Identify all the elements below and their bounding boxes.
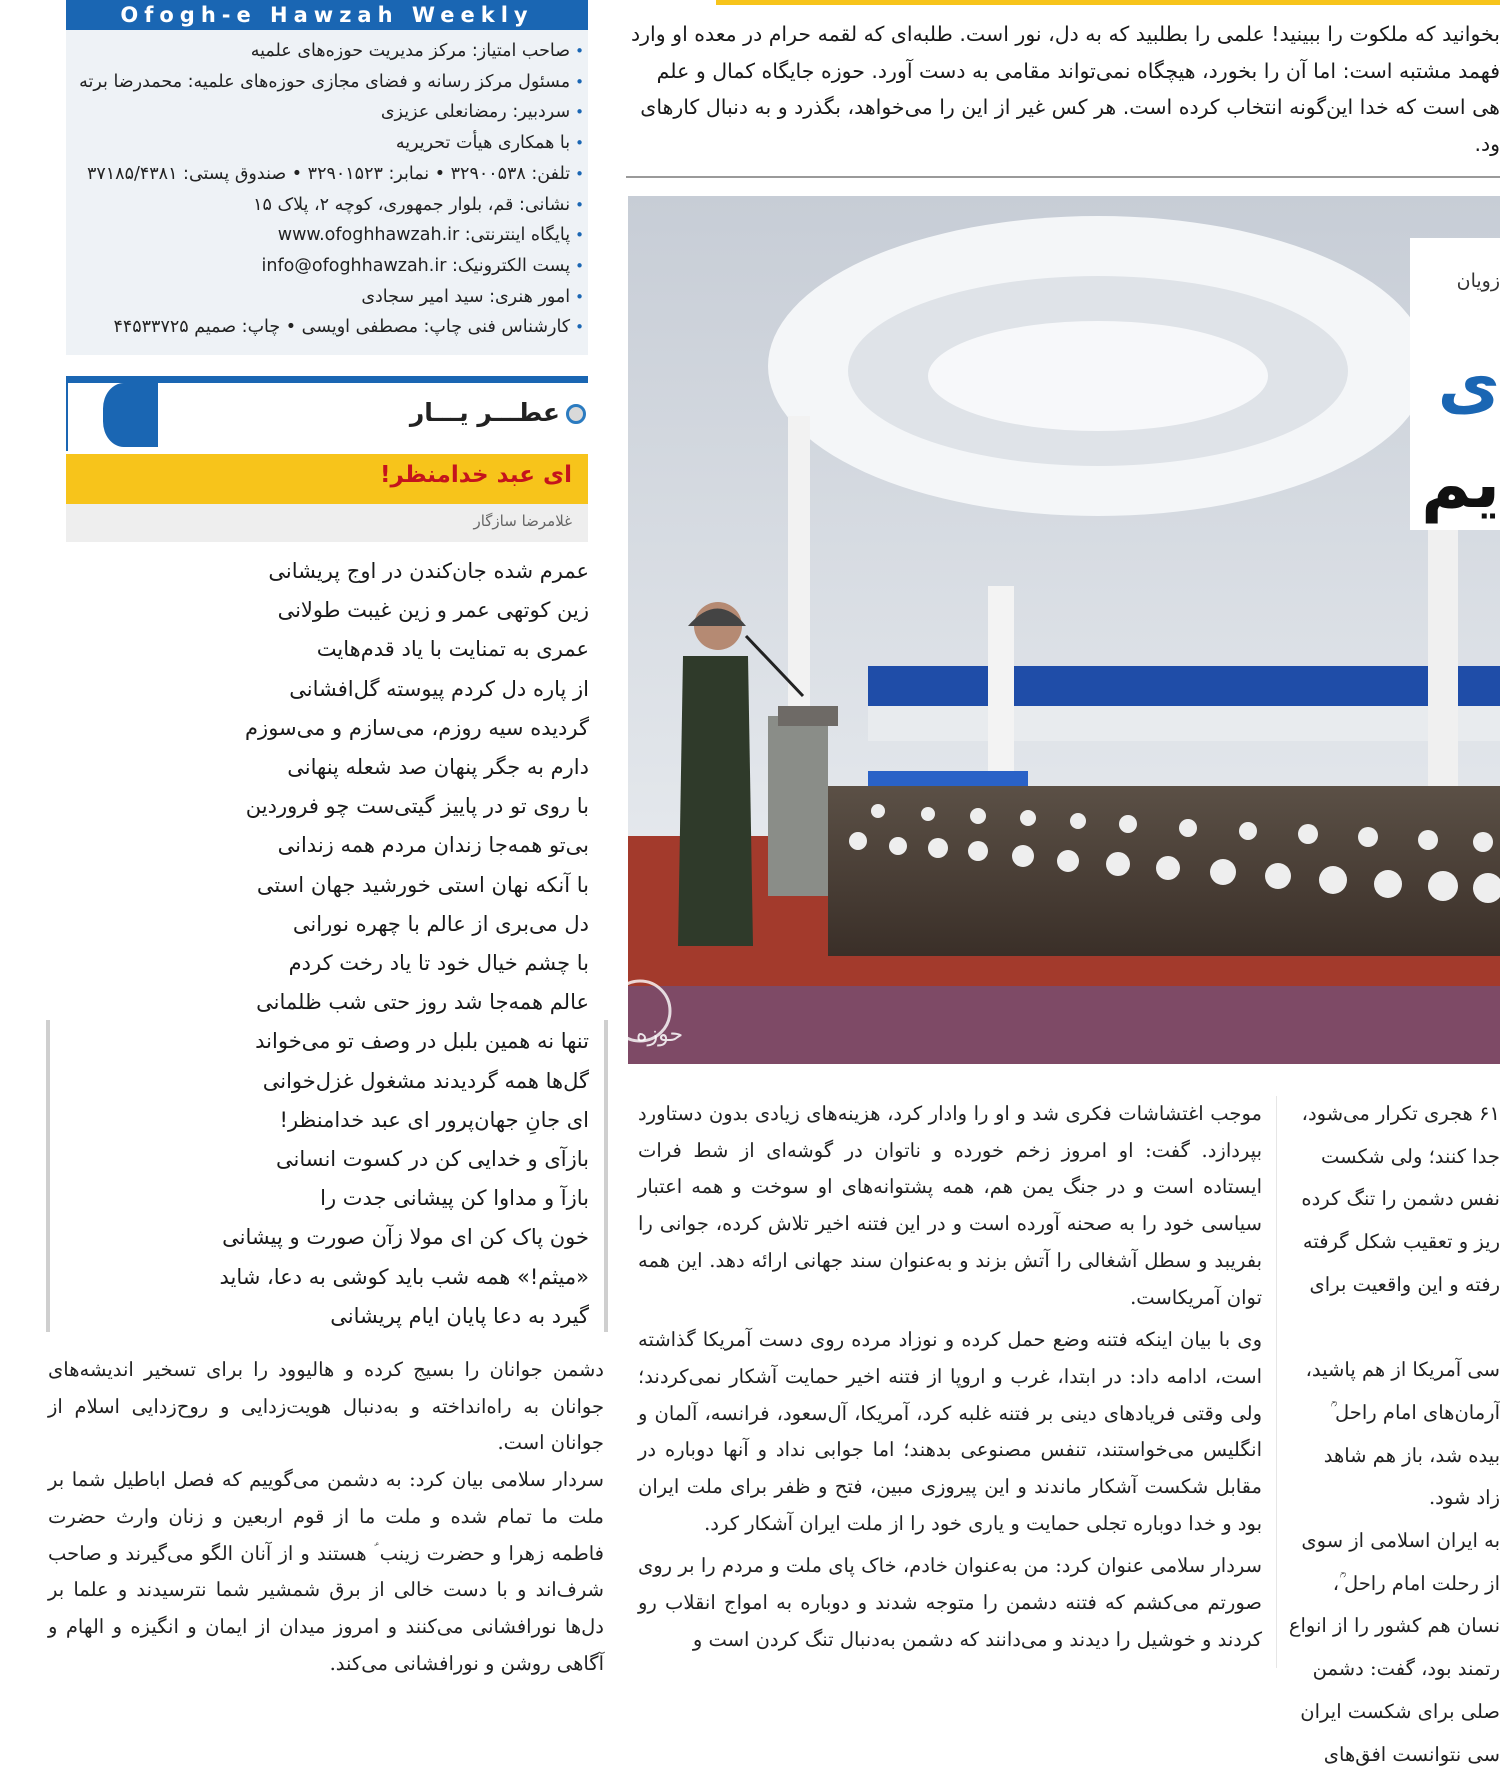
column-line: جدا کنند؛ ولی شکست <box>1320 1144 1500 1168</box>
credit-line <box>70 159 584 190</box>
poem-line <box>200 630 589 669</box>
credit-line <box>70 128 584 159</box>
middle-article <box>638 1096 1262 1665</box>
poem-line <box>200 1258 589 1297</box>
poem-section-title-text: عطـــر یـــار <box>409 398 560 427</box>
line-text: با چشم خیال خود تا یاد رخت کردم <box>288 951 589 976</box>
intro-line: هی است که خدا این‌گونه انتخاب کرده است. هر کس غیر از این را می‌خواهد، بگذرد و به دنبال کارهای <box>640 95 1500 119</box>
poem-line <box>200 591 589 630</box>
line-text: با همکاری هیأت تحریریه <box>395 133 571 154</box>
poem-line <box>200 905 589 944</box>
credit-line <box>70 190 584 221</box>
poem-section-title <box>300 398 586 427</box>
column-rule <box>46 1020 50 1332</box>
line-text: گردیده سیه روزم، می‌سازم و می‌سوزم <box>245 715 589 740</box>
line-text: گیرد به دعا پایان ایام پریشانی <box>330 1303 589 1328</box>
bullet-icon: • <box>575 134 584 153</box>
line-text: ای جانِ جهان‌پرور ای عبد خدامنظر! <box>279 1107 589 1132</box>
column-line: از رحلت امام راحل ؒ، <box>1332 1571 1500 1595</box>
bullet-icon: • <box>575 256 584 275</box>
poem-line <box>200 1297 589 1336</box>
top-accent-bar <box>716 0 1500 5</box>
poem-title: ای عبد خدامنظر! <box>380 462 572 488</box>
bullet-icon: • <box>575 226 584 245</box>
poem-line <box>200 1022 589 1061</box>
credit-line <box>70 36 584 67</box>
poem-line <box>200 1140 589 1179</box>
bullet-ring-icon <box>566 404 586 424</box>
poem-line <box>200 1218 589 1257</box>
news-photo <box>628 196 1500 1064</box>
poem-line <box>200 1101 589 1140</box>
column-rule <box>1276 1096 1277 1668</box>
section-ornament-tail <box>140 383 158 447</box>
line-text: با آنکه نهان استی خورشید جهان استی <box>256 872 589 897</box>
column-line: سی نتوانست افق‌های <box>1323 1742 1500 1766</box>
poem-line <box>200 866 589 905</box>
credit-line <box>70 67 584 98</box>
line-text: پست الکترونیک: info@ofoghhawzah.ir <box>261 255 571 276</box>
line-text: دل می‌بری از عالم با چهره نورانی <box>292 911 589 936</box>
poem-line <box>200 552 589 591</box>
top-intro-text <box>626 16 1500 162</box>
line-text: تلفن: ۳۲۹۰۰۵۳۸ • نمابر: ۳۲۹۰۱۵۲۳ • صندوق پستی: ۳۷۱۸۵/۴۳۸۱ <box>86 163 571 184</box>
poem-line <box>200 787 589 826</box>
line-text: صاحب امتیاز: مرکز مدیریت حوزه‌های علمیه <box>250 41 571 61</box>
article-paragraph: سردار سلامی عنوان کرد: من به‌عنوان خادم، خاک پای ملت و مردم را بر روی صورتم می‌کشم که فتنه دشمن را متوجه شدند و دوباره به امواج انقلاب رو کردند و خوشیل را دیدند و می‌دانند که دشمن به‌دنبال تنگ کردن است و <box>638 1554 1262 1651</box>
poem-lines <box>200 552 589 1336</box>
credit-line <box>70 97 584 128</box>
line-text: کارشناس فنی چاپ: مصطفی اویسی • چاپ: صمیم ۴۴۵۳۳۷۲۵ <box>113 317 571 338</box>
column-line <box>1294 1310 1500 1347</box>
article-paragraph: وی با بیان اینکه فتنه وضع حمل کرده و نوزاد مرده روی دست آمریکا گذاشته است، ادامه داد: در ابتدا، غرب و اروپا از فتنه اخیر حمایت آشکار نمی‌کردند؛ ولی وقتی فریادهای دینی بر فتنه غلبه کرد، آمریکا، آل‌سعود، فرانسه، آلمان و انگلیس می‌خواستند، تنفس مصنوعی بدهند؛ اما جوابی نداد و آنها دوباره در مقابل شکست آشکار ماندند و این پیروزی مبین، فتح و ظفر برای ملت ایران بود و خدا دوباره تجلی حمایت و یاری خود را از ملت ایران آشکار کرد. <box>638 1328 1262 1535</box>
column-line: نفس دشمن را تنگ کرده <box>1301 1187 1500 1211</box>
poem-line <box>200 1062 589 1101</box>
poem-line <box>200 983 589 1022</box>
column-line: سی آمریکا از هم پاشید، <box>1305 1358 1500 1382</box>
column-line: بیده شد، باز هم شاهد <box>1323 1443 1500 1467</box>
line-text: گل‌ها همه گردیدند مشغول غزل‌خوانی <box>262 1068 589 1093</box>
intro-line: بخوانید که ملکوت را ببینید! علمی را بطلبید که به دل، نور است. طلبه‌ای که لقمه حرام در معده او وارد <box>631 22 1500 46</box>
column-line: رفته و این واقعیت برای <box>1309 1272 1500 1296</box>
line-text: نشانی: قم، بلوار جمهوری، کوچه ۲، پلاک ۱۵ <box>253 194 571 215</box>
line-text: تنها نه همین بلبل در وصف تو می‌خواند <box>255 1029 589 1054</box>
credit-line <box>70 282 584 313</box>
column-line: زاد شود. <box>1428 1486 1500 1510</box>
line-text: زین کوتهی عمر و زین غیبت طولانی <box>277 598 589 623</box>
right-column-article <box>1288 1096 1500 1766</box>
credit-line <box>70 251 584 282</box>
headline-line-2: یم <box>1421 445 1500 524</box>
bullet-icon: • <box>575 164 584 183</box>
article-paragraph: سردار سلامی بیان کرد: به دشمن می‌گوییم که فصل اباطیل شما بر ملت ما تمام شده و ملت ما از قوم اربعین و زنان وارث حضرت فاطمه زهرا و حضرت زینب ؑ هستند و از آنان الگو می‌گیرند و صاحب شرف‌اند و با دست خالی از برق شمشیر شما نترسیدند و علما بر دل‌ها نورافشانی می‌کنند و امروز میدان از ایمان و انگیزه و الهام و آگاهی روشن و نورافشانی می‌کند. <box>48 1468 604 1675</box>
intro-line: فهمد مشتبه است: اما آن را بخورد، هیچگاه نمی‌تواند مقامی به دست آورد. حوزه جایگاه کمال و علم <box>656 58 1500 83</box>
article-paragraph: دشمن جوانان را بسیج کرده و هالیوود را برای تسخیر اندیشه‌های جوانان به راه‌انداخته و به‌دنبال هویت‌زدایی و روح‌زدایی اسلام از جوانان است. <box>48 1358 604 1455</box>
line-text: دارم به جگر پنهان صد شعله پنهانی <box>287 755 589 780</box>
column-line: ۶۱ هجری تکرار می‌شود، <box>1301 1102 1500 1125</box>
column-line: ریز و تعقیب شکل گرفته <box>1302 1230 1500 1254</box>
poem-line <box>200 709 589 748</box>
line-text: از پاره دل کردم پیوسته گل‌افشانی <box>289 676 589 701</box>
line-text: بی‌تو همه‌جا زندان مردم همه زندانی <box>277 833 589 858</box>
poet-name: غلامرضا سازگار <box>473 512 572 530</box>
line-text: بازآ و مداوا کن پیشانی جدت را <box>320 1186 589 1211</box>
bullet-icon: • <box>575 103 584 122</box>
column-line: صلی برای شکست ایران <box>1300 1699 1500 1723</box>
headline-kicker: زویان <box>1456 270 1500 292</box>
masthead-title: Ofogh-e Hawzah Weekly <box>66 0 588 30</box>
line-text: بازآی و خدایی کن در کسوت انسانی <box>275 1147 589 1172</box>
line-text: «میثم!» همه شب باید کوشی به دعا، شاید <box>219 1264 589 1289</box>
bottom-left-article <box>48 1352 604 1682</box>
intro-line: ود. <box>1474 131 1500 156</box>
section-divider <box>626 176 1500 178</box>
line-text: خون پاک کن ای مولا زآن صورت و پیشانی <box>222 1225 589 1250</box>
article-paragraph: موجب اغتشاشات فکری شد و او را وادار کرد، هزینه‌های زیادی بدون دستاورد بپردازد. گفت: او امروز زخم خورده و ناتوان در گوشه‌ای از شط فرات ایستاده است و در جنگ یمن هم، همه پشتوانه‌های او سوخت و همه اعتبار سیاسی خود را به صحنه آورده است و در این فتنه اخیر تلاش کرده، جوانی را بفریبد و سطل آشغالی را آتش بزند و به‌عنوان سند جهانی ارائه دهد. این همه توان آمریکاست. <box>638 1102 1262 1309</box>
line-text: با روی تو در پاییز گیتی‌ست چو فروردین <box>245 794 589 819</box>
line-text: مسئول مرکز رسانه و فضای مجازی حوزه‌های علمیه: محمدرضا برته <box>79 71 571 92</box>
column-line: رتمند بود، گفت: دشمن <box>1312 1657 1500 1681</box>
bullet-icon: • <box>575 72 584 91</box>
poem-line <box>200 1179 589 1218</box>
poem-line <box>200 944 589 983</box>
column-line: آرمان‌های امام راحل ؒ <box>1330 1400 1500 1424</box>
bullet-icon: • <box>575 195 584 214</box>
line-text: پایگاه اینترنتی: www.ofoghhawzah.ir <box>277 225 571 246</box>
bullet-icon: • <box>575 287 584 306</box>
column-line: به ایران اسلامی از سوی <box>1301 1529 1500 1553</box>
column-line: نسان هم کشور را از انواع <box>1288 1614 1500 1638</box>
bullet-icon: • <box>575 318 584 337</box>
photo-watermark: حوزه <box>636 1022 684 1047</box>
poem-line <box>200 748 589 787</box>
poem-line <box>200 670 589 709</box>
line-text: عمرم شده جان‌کندن در اوج پریشانی <box>268 559 589 583</box>
headline-line-1: ی <box>1437 345 1500 424</box>
credit-line <box>70 312 584 343</box>
credit-line <box>70 220 584 251</box>
bullet-icon: • <box>575 42 584 60</box>
credits-list <box>70 36 584 343</box>
line-text: سردبیر: رمضانعلی عزیزی <box>380 102 571 123</box>
line-text: امور هنری: سید امیر سجادی <box>361 286 571 307</box>
poem-line <box>200 826 589 865</box>
column-rule <box>604 1020 608 1332</box>
line-text: عالم همه‌جا شد روز حتی شب ظلمانی <box>256 990 589 1015</box>
line-text: عمری به تمنایت با یاد قدم‌هایت <box>316 637 589 662</box>
